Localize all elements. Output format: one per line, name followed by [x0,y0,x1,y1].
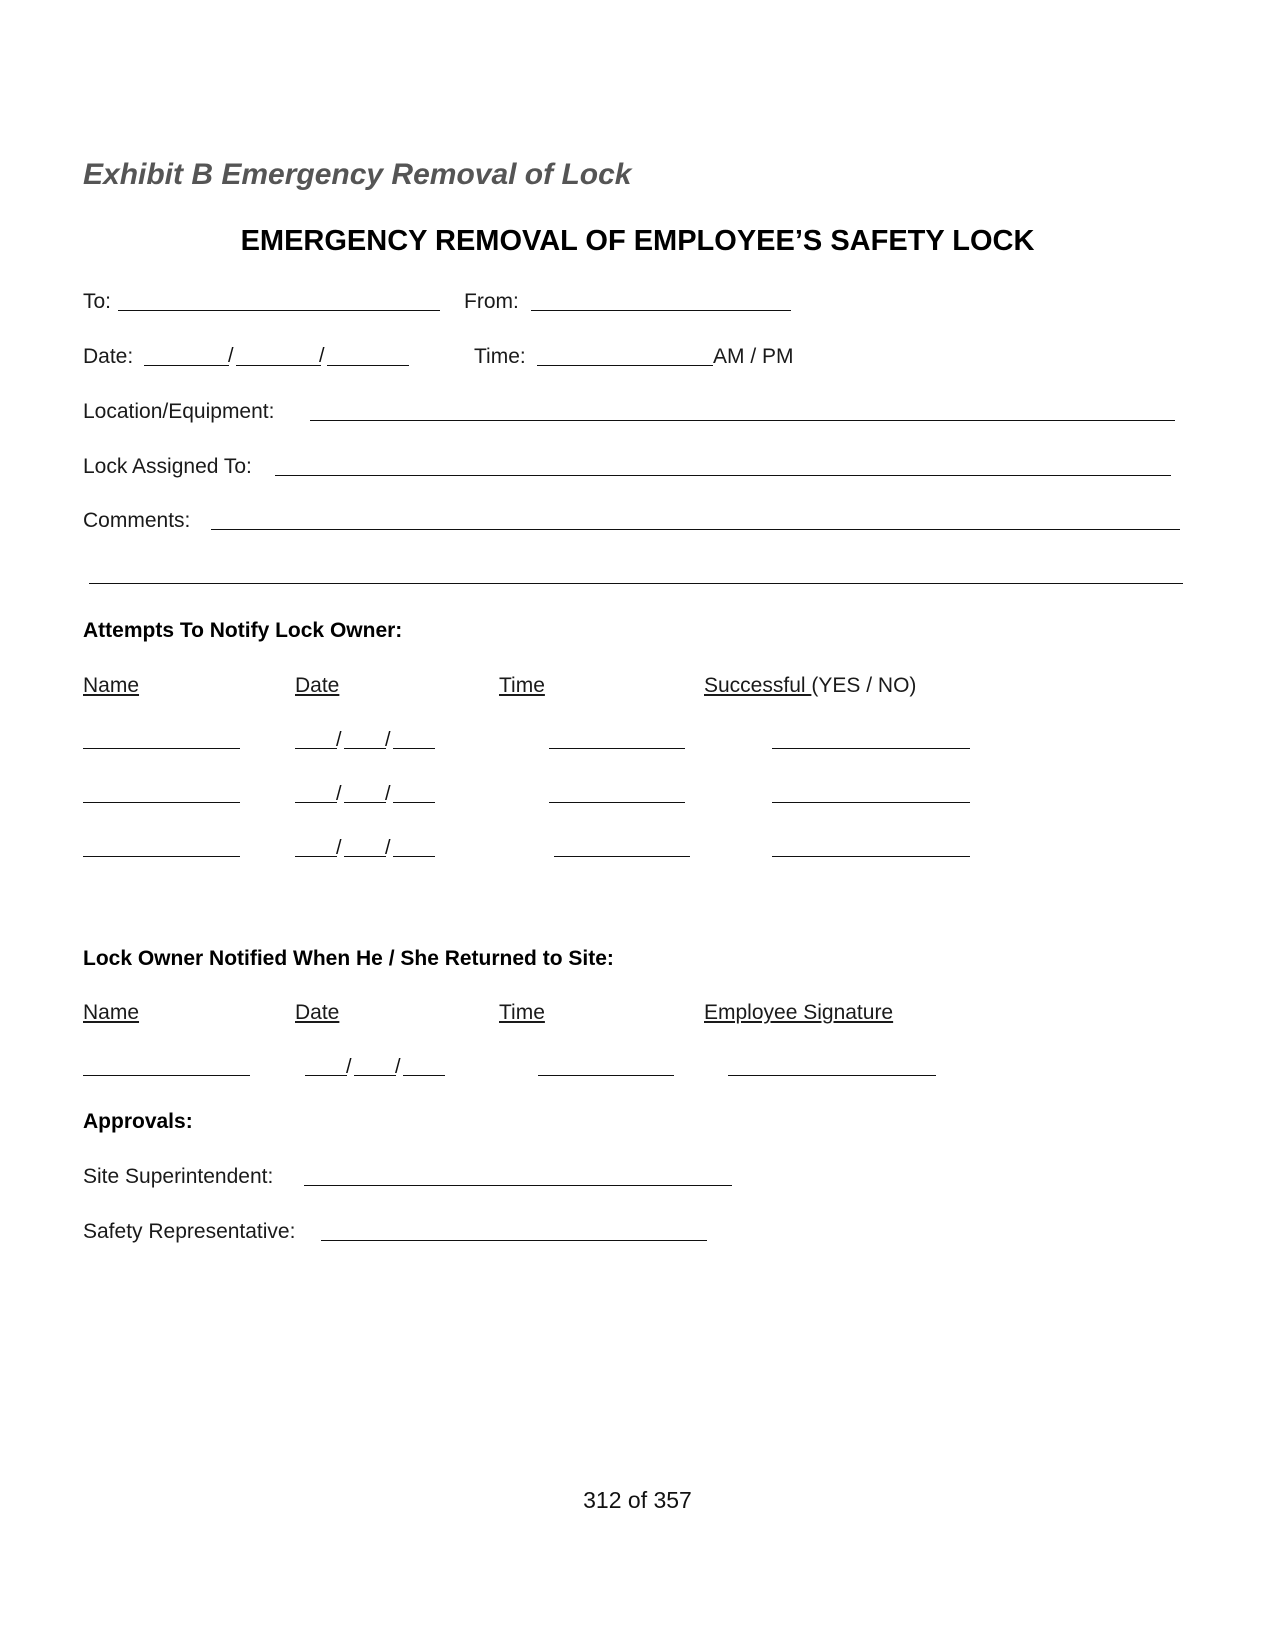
date-separator: / [228,345,234,367]
to-field[interactable] [118,310,440,311]
returned-section-heading: Lock Owner Notified When He / She Returned to Site: [83,947,614,970]
notify-row2-time-field[interactable] [549,802,685,803]
returned-col-time: Time [499,1001,545,1024]
notify-section-heading: Attempts To Notify Lock Owner: [83,619,403,642]
safety-representative-field[interactable] [321,1240,707,1241]
date-separator: / [336,783,342,805]
site-superintendent-field[interactable] [304,1185,732,1186]
notify-col-successful [704,674,916,698]
notify-row1-time-field[interactable] [549,748,685,749]
returned-col-signature: Employee Signature [704,1001,894,1024]
date-separator: / [385,783,391,805]
notify-col-successful-suffix: (YES / NO) [811,674,917,697]
notify-row2-successful-field[interactable] [772,802,970,803]
location-label: Location/Equipment: [83,400,275,423]
notify-row1-date-year[interactable] [393,748,435,749]
notify-row2-date-day[interactable] [344,802,386,803]
comments-field[interactable] [211,529,1180,530]
notify-col-successful-label: Successful [704,674,812,697]
date-label: Date: [83,345,134,368]
notify-row1-name-field[interactable] [83,748,240,749]
notify-row2-name-field[interactable] [83,802,240,803]
notify-row3-date-day[interactable] [344,856,386,857]
notify-row3-successful-field[interactable] [772,856,970,857]
notify-col-time: Time [499,674,545,697]
date-day-field[interactable] [236,365,321,366]
returned-date-month[interactable] [305,1075,347,1076]
safety-representative-label: Safety Representative: [83,1220,296,1243]
from-field[interactable] [531,310,791,311]
notify-row2-date-month[interactable] [295,802,337,803]
from-label: From: [464,290,519,313]
notify-row3-time-field[interactable] [554,856,690,857]
approvals-heading: Approvals: [83,1110,193,1133]
date-separator: / [319,345,325,367]
notify-row1-date-day[interactable] [344,748,386,749]
comments-label: Comments: [83,509,191,532]
date-separator: / [385,837,391,859]
notify-col-date: Date [295,674,340,697]
returned-col-date: Date [295,1001,340,1024]
page-number: 312 of 357 [583,1487,692,1513]
date-month-field[interactable] [144,365,229,366]
ampm-label: AM / PM [713,345,794,368]
returned-time-field[interactable] [538,1075,674,1076]
site-superintendent-label: Site Superintendent: [83,1165,274,1188]
notify-row2-date-year[interactable] [393,802,435,803]
notify-row3-date-month[interactable] [295,856,337,857]
lock-assigned-label: Lock Assigned To: [83,455,252,478]
time-label: Time: [474,345,526,368]
date-separator: / [395,1056,401,1078]
notify-col-name: Name [83,674,140,697]
notify-row3-name-field[interactable] [83,856,240,857]
notify-row1-successful-field[interactable] [772,748,970,749]
to-label: To: [83,290,112,313]
date-separator: / [346,1056,352,1078]
returned-col-name: Name [83,1001,140,1024]
date-separator: / [336,837,342,859]
location-field[interactable] [310,420,1175,421]
date-separator: / [336,729,342,751]
returned-date-year[interactable] [403,1075,445,1076]
exhibit-title: Exhibit B Emergency Removal of Lock [83,158,632,191]
lock-assigned-field[interactable] [275,475,1171,476]
returned-date-day[interactable] [354,1075,396,1076]
comments-field-line-2[interactable] [89,583,1183,584]
notify-row3-date-year[interactable] [393,856,435,857]
form-title: EMERGENCY REMOVAL OF EMPLOYEE’S SAFETY LOCK [240,225,1035,257]
notify-row1-date-month[interactable] [295,748,337,749]
date-year-field[interactable] [327,365,409,366]
date-separator: / [385,729,391,751]
time-field[interactable] [537,365,713,366]
returned-signature-field[interactable] [728,1075,936,1076]
returned-name-field[interactable] [83,1075,250,1076]
